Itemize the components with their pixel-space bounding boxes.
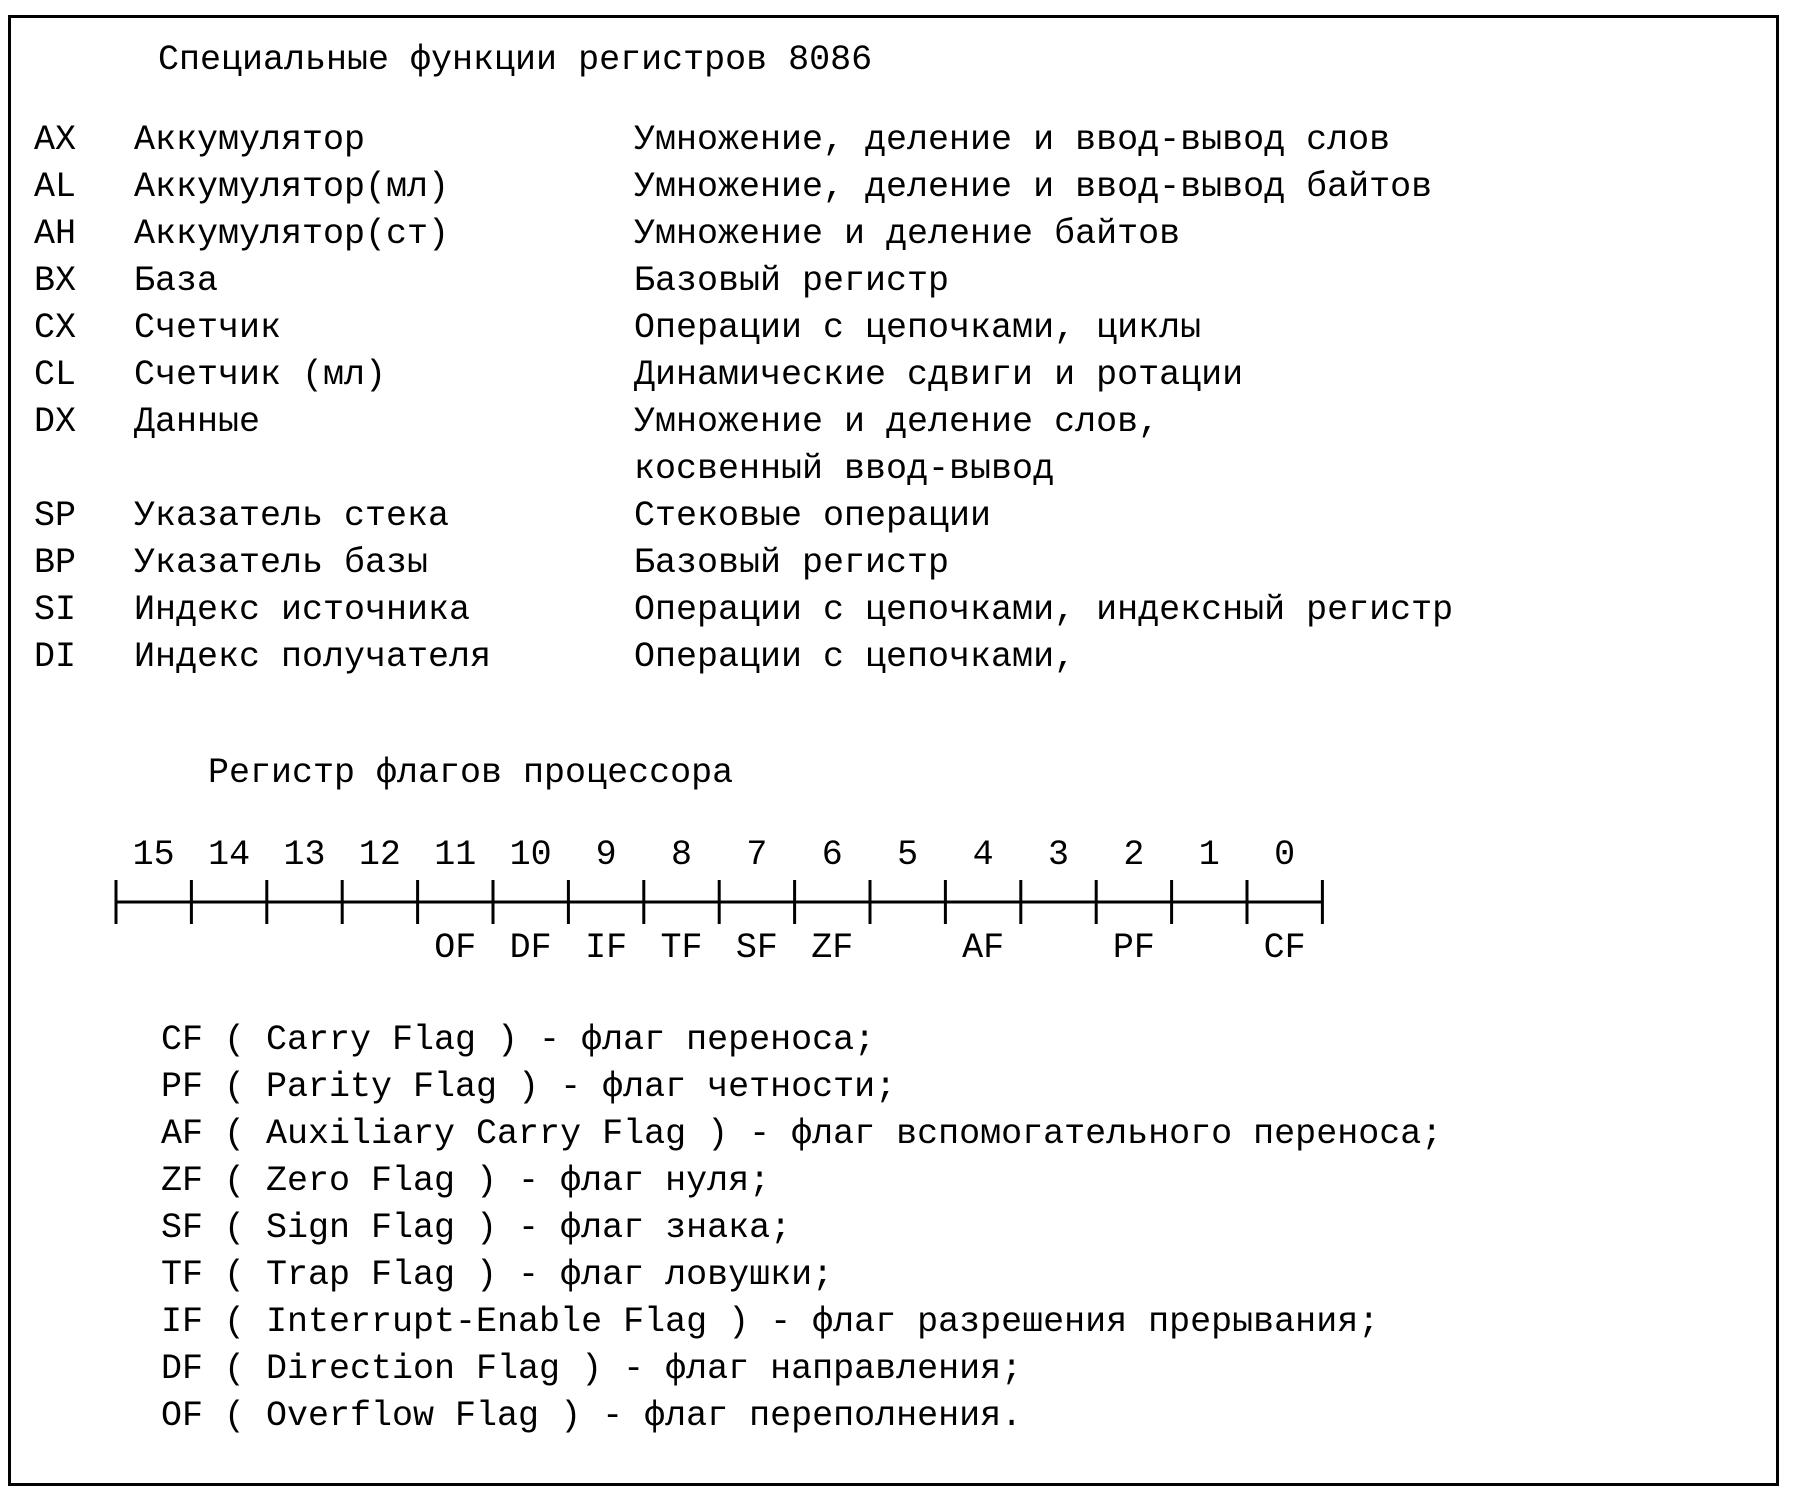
- flag-label: CF: [1263, 928, 1306, 968]
- register-function: Умножение, деление и ввод-вывод байтов: [634, 167, 1433, 207]
- register-description: Аккумулятор(ст): [134, 214, 450, 254]
- flag-legend-item: DF ( Direction Flag ) - флаг направления;: [161, 1349, 1023, 1389]
- register-description: Указатель стека: [134, 496, 450, 536]
- register-description: База: [134, 261, 219, 301]
- flag-label: DF: [509, 928, 552, 968]
- register-description: Аккумулятор(мл): [134, 167, 450, 207]
- register-name: CL: [34, 355, 77, 395]
- register-name: BP: [34, 543, 77, 583]
- flag-label: PF: [1112, 928, 1155, 968]
- bit-number: 5: [897, 835, 919, 875]
- register-name: DI: [34, 637, 77, 677]
- register-name: AX: [34, 120, 77, 160]
- flag-legend-item: ZF ( Zero Flag ) - флаг нуля;: [161, 1161, 771, 1201]
- flag-legend-item: CF ( Carry Flag ) - флаг переноса;: [161, 1020, 876, 1060]
- register-description: Указатель базы: [134, 543, 429, 583]
- flag-legend-item: IF ( Interrupt-Enable Flag ) - флаг разрешения прерывания;: [161, 1302, 1380, 1342]
- register-name: CX: [34, 308, 77, 348]
- register-function: Базовый регистр: [634, 543, 950, 583]
- flag-label: ZF: [811, 928, 854, 968]
- flag-label: IF: [585, 928, 628, 968]
- register-function: Умножение и деление байтов: [634, 214, 1181, 254]
- flag-legend-item: TF ( Trap Flag ) - флаг ловушки;: [161, 1255, 834, 1295]
- register-function: косвенный ввод-вывод: [634, 449, 1055, 489]
- bit-number: 9: [595, 835, 617, 875]
- bit-number: 0: [1274, 835, 1296, 875]
- bit-number: 7: [746, 835, 768, 875]
- flag-label: AF: [962, 928, 1005, 968]
- bit-number: 13: [283, 835, 326, 875]
- bit-number: 2: [1123, 835, 1145, 875]
- bit-number: 15: [132, 835, 175, 875]
- register-name: SP: [34, 496, 77, 536]
- register-description: Аккумулятор: [134, 120, 366, 160]
- bit-number: 14: [208, 835, 251, 875]
- register-name: SI: [34, 590, 77, 630]
- register-name: AL: [34, 167, 77, 207]
- flag-legend-item: OF ( Overflow Flag ) - флаг переполнения.: [161, 1396, 1023, 1436]
- register-description: Данные: [134, 402, 261, 442]
- page-title: Специальные функции регистров 8086: [158, 40, 873, 80]
- register-description: Счетчик: [134, 308, 282, 348]
- register-name: AH: [34, 214, 77, 254]
- register-name: DX: [34, 402, 77, 442]
- document-frame: [8, 15, 1779, 1486]
- flag-label: TF: [660, 928, 703, 968]
- bit-number: 11: [434, 835, 477, 875]
- register-function: Операции с цепочками,: [634, 637, 1076, 677]
- bit-number: 4: [972, 835, 994, 875]
- register-function: Умножение и деление слов,: [634, 402, 1160, 442]
- register-function: Операции с цепочками, индексный регистр: [634, 590, 1454, 630]
- flags-section-title: Регистр флагов процессора: [208, 753, 734, 793]
- flag-legend-item: PF ( Parity Flag ) - флаг четности;: [161, 1067, 897, 1107]
- register-description: Индекс получателя: [134, 637, 492, 677]
- register-name: BX: [34, 261, 77, 301]
- bit-number: 3: [1047, 835, 1069, 875]
- register-function: Динамические сдвиги и ротации: [634, 355, 1244, 395]
- flag-label: OF: [434, 928, 477, 968]
- register-function: Стековые операции: [634, 496, 992, 536]
- register-description: Счетчик (мл): [134, 355, 387, 395]
- register-description: Индекс источника: [134, 590, 471, 630]
- bit-number: 8: [670, 835, 692, 875]
- bit-number: 1: [1198, 835, 1220, 875]
- bit-number: 6: [821, 835, 843, 875]
- register-function: Умножение, деление и ввод-вывод слов: [634, 120, 1391, 160]
- bit-number: 10: [509, 835, 552, 875]
- flag-label: SF: [735, 928, 778, 968]
- bit-number: 12: [358, 835, 401, 875]
- register-function: Операции с цепочками, циклы: [634, 308, 1202, 348]
- flag-legend-item: SF ( Sign Flag ) - флаг знака;: [161, 1208, 792, 1248]
- flag-legend-item: AF ( Auxiliary Carry Flag ) - флаг вспомогательного переноса;: [161, 1114, 1443, 1154]
- register-function: Базовый регистр: [634, 261, 950, 301]
